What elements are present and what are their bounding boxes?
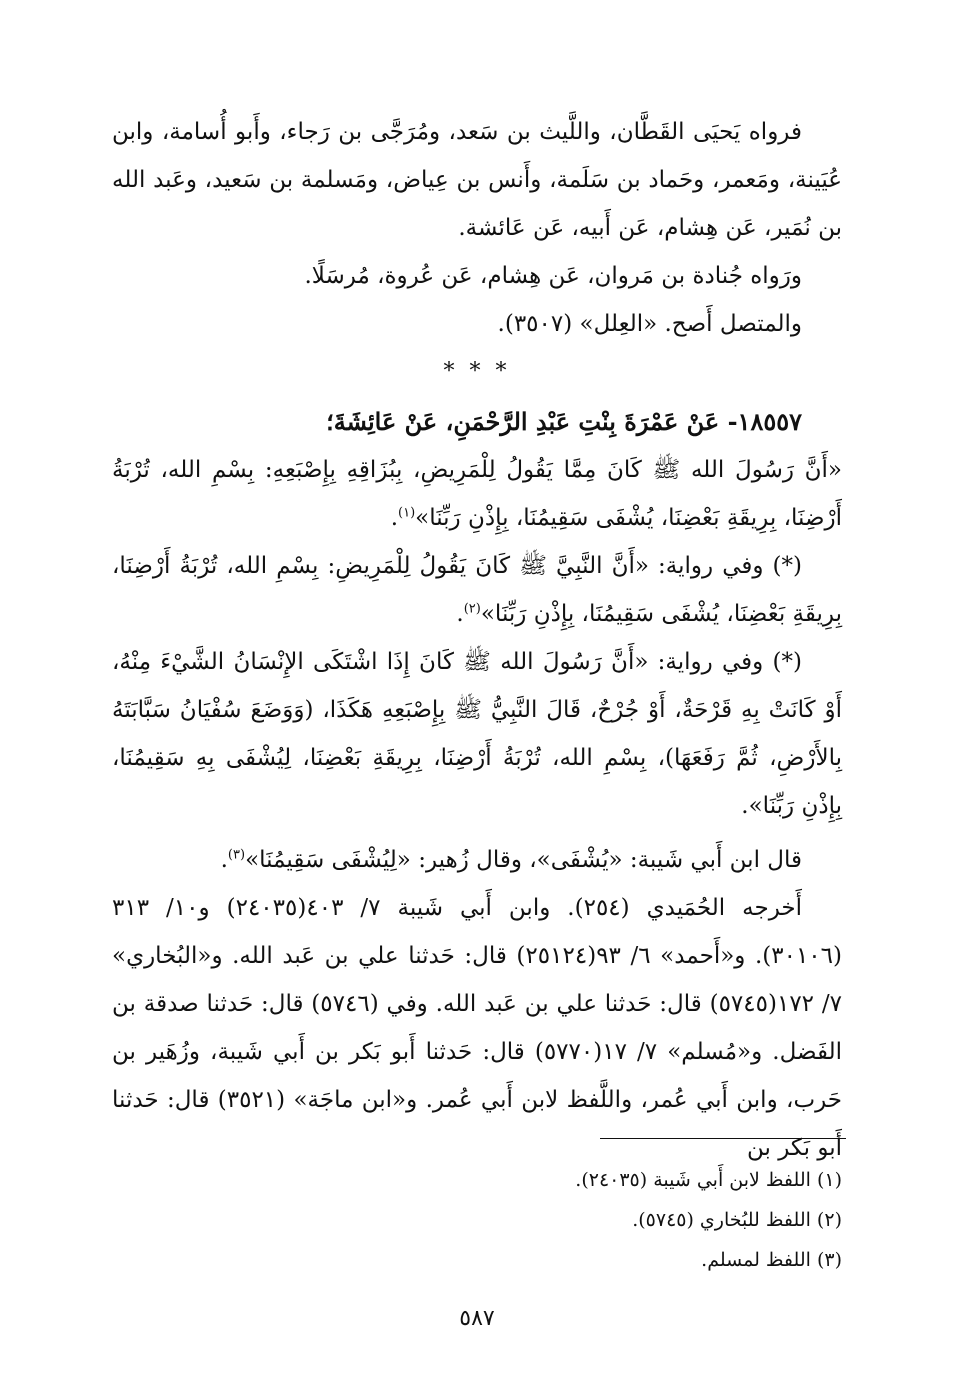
hadith-text-body: «أَنَّ رَسُولَ الله ﷺ كَانَ مِمَّا يَقُولُ لِلْمَرِيضِ، بِبُزَاقِهِ بِإِصْبَعِهِ: بِسْمِ الله، تُرْبَةُ أَرْضِنَا، بِرِيقَةِ بَعْضِنَا، يُشْفَى سَقِيمُنَا، بِإِذْنِ رَبِّنَا»: [112, 457, 842, 531]
takhrij-paragraph: أَخرجه الحُمَيدي (٢٥٤). وابن أَبي شَيبة ٧/ ٤٠٣(٢٤٠٣٥) و١٠/ ٣١٣ (٣٠١٠٦). و«أَحمد» ٦/ ٩٣(٢٥١٢٤) قال: حَدثنا علي بن عَبد الله. و«البُخاري» ٧/ ١٧٢(٥٧٤٥) قال: حَدثنا علي بن عَبد الله. وفي (٥٧٤٦) قال: حَدثنا صدقة بن الفَضل. و«مُسلم» ٧/ ١٧(٥٧٧٠) قال: حَدثنا أَبو بَكر بن أَبي شَيبة، وزُهَير بن حَرب، وابن أَبي عُمر، واللَّفظ لابن أَبي عُمر. و«ابن ماجَة» (٣٥٢١) قال: حَدثنا أَبو بَكر بن: [112, 895, 843, 1161]
footnote-divider: [600, 1138, 846, 1139]
hadith-text: «أَنَّ رَسُولَ الله ﷺ كَانَ مِمَّا يَقُولُ لِلْمَرِيضِ، بِبُزَاقِهِ بِإِصْبَعِهِ: بِسْمِ الله، تُرْبَةُ أَرْضِنَا، بِرِيقَةِ بَعْضِنَا، يُشْفَى سَقِيمُنَا، بِإِذْنِ رَبِّنَا»$^{(١)}$.: [112, 457, 842, 531]
riwaya-1-text: (*) وفي رواية: «أَنَّ النَّبِيَّ ﷺ كَانَ يَقُولُ لِلْمَرِيضِ: بِسْمِ الله، تُرْبَةُ أَرْضِنَا، بِرِيقَةِ بَعْضِنَا، يُشْفَى سَقِيمُنَا، بِإِذْنِ رَبِّنَا»: [112, 553, 842, 627]
footnotes: [112, 1160, 842, 1280]
riwaya-2: (*) وفي رواية: «أَنَّ رَسُولَ الله ﷺ كَانَ إِذَا اشْتَكَى الإِنْسَانُ الشَّيْءَ مِنْهُ، أَوْ كَانَتْ بِهِ قَرْحَةٌ، أَوْ جُرْحٌ، قَالَ النَّبِيُّ ﷺ بِإِصْبَعِهِ هَكَذَا، (وَوَضَعَ سُفْيَانُ سَبَّابَتَهُ بِالأَرْضِ، ثُمَّ رَفَعَهَا)، بِسْمِ الله، تُرْبَةُ أَرْضِنَا، بِرِيقَةِ بَعْضِنَا، لِيُشْفَى بِهِ سَقِيمُنَا، بِإِذْنِ رَبِّنَا».: [112, 649, 842, 819]
paragraph-illal: والمتصل أَصح. «العِلل» (٣٥٠٧).: [497, 311, 802, 337]
footnote-1: (١) اللفظ لابن أَبي شَيبة (٢٤٠٣٥).: [575, 1169, 842, 1191]
qala-text: قال ابن أَبي شَيبة: «يُشْفَى»، وقال زُهير: «لِيُشْفَى سَقِيمُنَا»: [245, 847, 802, 873]
main-text: [112, 108, 842, 1172]
footnote-ref-3: (٣): [227, 847, 246, 863]
riwaya-1: (*) وفي رواية: «أَنَّ النَّبِيَّ ﷺ كَانَ يَقُولُ لِلْمَرِيضِ: بِسْمِ الله، تُرْبَةُ أَرْضِنَا، بِرِيقَةِ بَعْضِنَا، يُشْفَى سَقِيمُنَا، بِإِذْنِ رَبِّنَا»$^{(٢)}$.: [112, 553, 842, 627]
footnote-2: (٢) اللفظ للبُخاري (٥٧٤٥).: [632, 1209, 842, 1231]
section-separator: * * *: [443, 359, 511, 384]
paragraph-narrators: فرواه يَحيَى القَطَّان، واللَّيث بن سَعد، ومُرَجَّى بن رَجاء، وأَبو أُسامة، وابن عُيَينة، ومَعمر، وحَماد بن سَلَمة، وأَنس بن عِياض، ومَسلمة بن سَعيد، وعَبد الله بن نُمَير، عَن هِشام، عَن أَبيه، عَن عَائشة.: [112, 119, 842, 241]
footnote-ref-1: (١): [398, 505, 416, 521]
footnote-ref-2: (٢): [463, 601, 481, 617]
paragraph-mursal: ورَواه جُنادة بن مَروان، عَن هِشام، عَن عُروة، مُرسَلًا.: [304, 263, 802, 289]
page-number: ٥٨٧: [459, 1306, 495, 1331]
footnote-3: (٣) اللفظ لمسلم.: [701, 1249, 842, 1271]
qala-statement: قال ابن أَبي شَيبة: «يُشْفَى»، وقال زُهير: «لِيُشْفَى سَقِيمُنَا»$^{(٣)}$.: [220, 847, 802, 873]
hadith-heading: ١٨٥٥٧- عَنْ عَمْرَةَ بِنْتِ عَبْدِ الرَّحْمَنِ، عَنْ عَائِشَةَ؛: [326, 407, 802, 436]
